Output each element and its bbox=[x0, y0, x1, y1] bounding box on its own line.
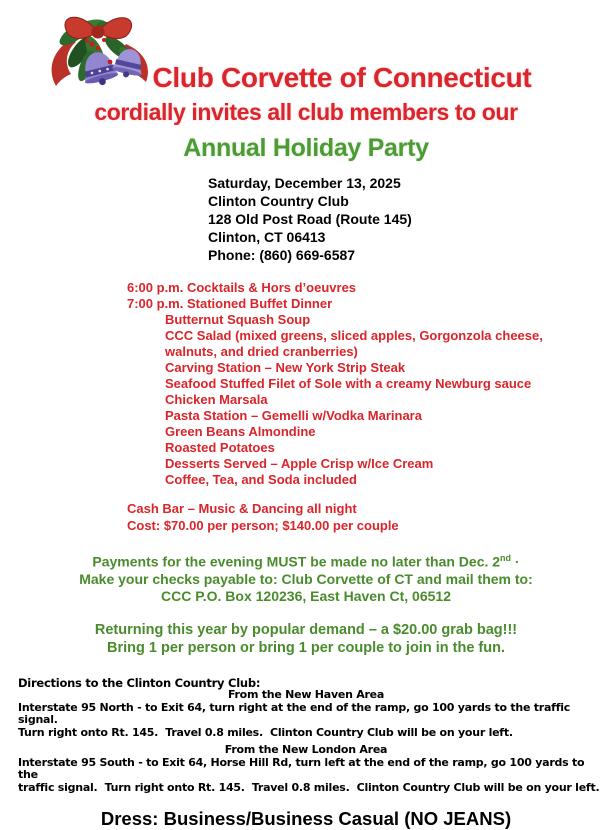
cash-bar-line: Cash Bar – Music & Dancing all night bbox=[127, 501, 357, 516]
directions-section bbox=[0, 677, 612, 795]
dress-code: Dress: Business/Business Casual (NO JEANS) bbox=[100, 808, 512, 830]
menu-item: Pasta Station – Gemelli w/Vodka Marinara bbox=[165, 408, 422, 423]
menu-item: Carving Station – New York Strip Steak bbox=[165, 360, 406, 375]
christmas-bells-image bbox=[40, 6, 168, 102]
directions-line: traffic signal. Turn right onto Rt. 145. Travel 0.8 miles. Clinton Country Club will be on your left. bbox=[18, 780, 600, 794]
club-title: Club Corvette of Connecticut bbox=[152, 62, 532, 93]
menu-item: CCC Salad (mixed greens, sliced apples, Gorgonzola cheese, bbox=[165, 328, 543, 343]
cocktails-time: 6:00 p.m. Cocktails & Hors d’oeuvres bbox=[127, 280, 357, 295]
directions-line: Interstate 95 North - to Exit 64, turn right at the end of the ramp, go 100 yards to the traffic signal. bbox=[18, 700, 574, 727]
venue-city: Clinton, CT 06413 bbox=[208, 229, 326, 245]
menu-item: Coffee, Tea, and Soda included bbox=[165, 472, 357, 487]
menu-item: Green Beans Almondine bbox=[165, 424, 316, 439]
cost-line: Cost: $70.00 per person; $140.00 per couple bbox=[127, 518, 399, 533]
payment-payable-to: Make your checks payable to: Club Corvette of CT and mail them to: bbox=[79, 570, 533, 587]
directions-line: Turn right onto Rt. 145. Travel 0.8 miles. Clinton Country Club will be on your left. bbox=[18, 725, 513, 739]
venue-street: 128 Old Post Road (Route 145) bbox=[208, 211, 412, 227]
menu-item: Butternut Squash Soup bbox=[165, 312, 311, 327]
grab-bag-line: Bring 1 per person or bring 1 per couple to join in the fun. bbox=[107, 639, 505, 656]
bar-and-cost bbox=[127, 500, 612, 534]
payment-deadline: Payments for the evening MUST be made no later than Dec. 2nd · bbox=[92, 553, 520, 570]
directions-line: Interstate 95 South - to Exit 64, Horse Hill Rd, turn left at the end of the ramp, go 100 yards to the bbox=[18, 755, 588, 782]
menu-item: Seafood Stuffed Filet of Sole with a creamy Newburg sauce bbox=[165, 376, 532, 391]
invitation-line: cordially invites all club members to our bbox=[94, 99, 518, 125]
directions-heading: Directions to the Clinton Country Club: bbox=[18, 675, 261, 690]
event-title: Annual Holiday Party bbox=[183, 134, 429, 162]
grab-bag-line: Returning this year by popular demand – a $20.00 grab bag!!! bbox=[94, 621, 518, 638]
dinner-time: 7:00 p.m. Stationed Buffet Dinner bbox=[127, 296, 333, 311]
venue-name: Clinton Country Club bbox=[208, 193, 349, 209]
payment-address: CCC P.O. Box 120236, East Haven Ct, 06512 bbox=[160, 587, 451, 604]
area-heading-new-london: From the New London Area bbox=[224, 743, 388, 757]
grab-bag-note bbox=[0, 621, 612, 657]
event-details bbox=[208, 174, 612, 264]
area-heading-new-haven: From the New Haven Area bbox=[227, 688, 385, 702]
ordinal-suffix: nd bbox=[500, 553, 512, 563]
payment-instructions bbox=[0, 550, 612, 605]
event-date: Saturday, December 13, 2025 bbox=[208, 175, 401, 191]
schedule-and-menu bbox=[0, 280, 612, 488]
menu-item: Desserts Served – Apple Crisp w/Ice Cream bbox=[165, 456, 434, 471]
venue-phone: Phone: (860) 669-6587 bbox=[208, 247, 356, 263]
menu-item: Roasted Potatoes bbox=[165, 440, 275, 455]
menu-item: walnuts, and dried cranberries) bbox=[165, 344, 358, 359]
menu-item: Chicken Marsala bbox=[165, 392, 268, 407]
